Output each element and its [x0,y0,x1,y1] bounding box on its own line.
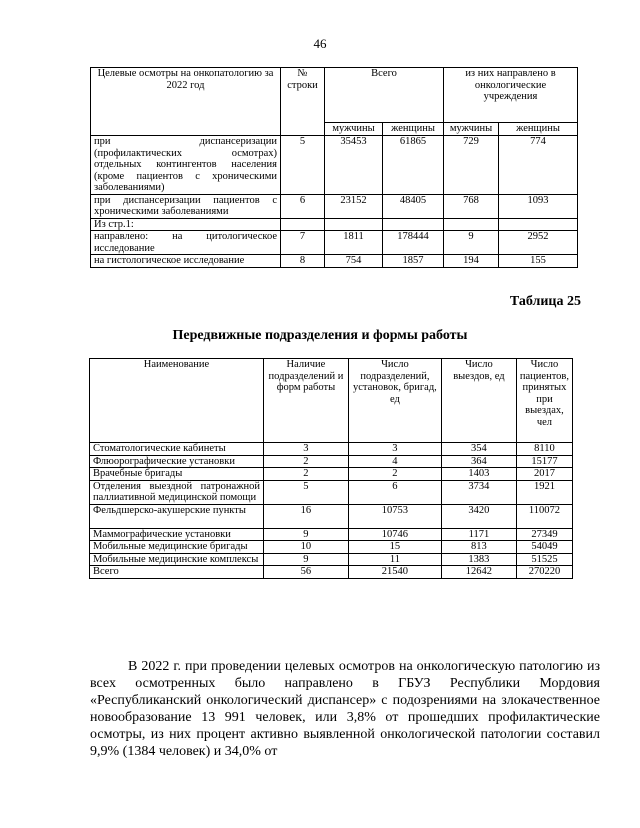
cell-patients: 2017 [516,468,572,481]
header-name: Наименование [90,359,264,443]
cell-directed-men: 729 [444,136,499,195]
header-patients-count: Число пациентов, принятых при выездах, чел [516,359,572,443]
cell-units: 6 [348,480,441,504]
cell-availability: 2 [263,468,348,481]
table-row [90,553,573,566]
row-name: Врачебные бригады [90,468,264,481]
cell-total-men: 754 [325,255,383,268]
cell-patients: 270220 [516,566,572,579]
cell-availability: 10 [263,541,348,554]
table-row [90,455,573,468]
header-total-men: мужчины [325,123,383,136]
table-row [90,528,573,541]
cell-total-men: 23152 [325,194,383,218]
cell-total-men: 1811 [325,231,383,255]
cell-patients: 27349 [516,528,572,541]
row-name: Всего [90,566,264,579]
table-title: Передвижные подразделения и формы работы [172,328,468,343]
cell-directed-men: 194 [444,255,499,268]
table-row [91,194,578,218]
cell-availability: 56 [263,566,348,579]
cell-total-women: 178444 [383,231,444,255]
row-number: 8 [281,255,325,268]
cell-patients: 51525 [516,553,572,566]
cell-units: 2 [348,468,441,481]
row-name: Фельдшерско-акушерские пункты [90,504,264,528]
row-name: Мобильные медицинские комплексы [90,553,264,566]
header-directed-men: мужчины [444,123,499,136]
row-name: Из стр.1: [91,218,281,231]
mobile-units-table [89,358,573,579]
cell-units: 4 [348,455,441,468]
header-total-women: женщины [383,123,444,136]
cell-directed-women: 1093 [499,194,578,218]
cell-trips: 1171 [441,528,516,541]
cell-directed-women: 155 [499,255,578,268]
cell-availability: 16 [263,504,348,528]
table-row [91,255,578,268]
table-row [91,218,578,231]
cell-availability: 9 [263,528,348,541]
cell-patients: 110072 [516,504,572,528]
table-row [90,541,573,554]
cell-units: 15 [348,541,441,554]
header-directed-women: женщины [499,123,578,136]
table-row [90,504,573,528]
cell-trips: 12642 [441,566,516,579]
header-directed: из них направлено в онкологические учреждения [444,68,578,123]
header-availability: Наличие подразделений и форм работы [263,359,348,443]
header-screenings: Целевые осмотры на онкопатологию за 2022 год [91,68,281,136]
cell-units: 21540 [348,566,441,579]
cell-availability: 3 [263,443,348,456]
row-name: при диспансеризации (профилактических осмотрах) отдельных контингентов населения (кроме пациентов с хроническими заболеваниями) [91,136,281,195]
cell-patients: 15177 [516,455,572,468]
table-row [90,443,573,456]
cell-total-men: 35453 [325,136,383,195]
cell-trips: 1383 [441,553,516,566]
table-row-total [90,566,573,579]
header-units-count: Число подразделений, установок, бригад, ед [348,359,441,443]
row-name: Отделения выездной патронажной паллиативной медицинской помощи [90,480,264,504]
cell-total-women: 1857 [383,255,444,268]
cell-trips: 1403 [441,468,516,481]
cell-directed-men: 768 [444,194,499,218]
cell-units: 10746 [348,528,441,541]
cell-total-women: 61865 [383,136,444,195]
cell-directed-women: 774 [499,136,578,195]
row-name: Стоматологические кабинеты [90,443,264,456]
cell-directed-women: 2952 [499,231,578,255]
table-row [90,468,573,481]
cell-trips: 354 [441,443,516,456]
row-name: на гистологическое исследование [91,255,281,268]
row-name: Маммографические установки [90,528,264,541]
page-number: 46 [313,36,327,51]
row-name: направлено: на цитологическое исследование [91,231,281,255]
row-number: 7 [281,231,325,255]
body-paragraph: В 2022 г. при проведении целевых осмотров на онкологическую патологию из всех осмотренных было направлено в ГБУЗ Республики Мордовия «Республиканский онкологический диспансер» с подозрениями на злокачественное новообразование 13 991 человек, или 3,8% от прошедших профилактические осмотры, из них процент активно выявленной онкологической патологии составил 9,9% (1384 человек) и 34,0% от [90,659,600,759]
row-name: Мобильные медицинские бригады [90,541,264,554]
cell-directed-men: 9 [444,231,499,255]
table-row [91,136,578,195]
row-number: 6 [281,194,325,218]
row-name: Флюорографические установки [90,455,264,468]
cell-availability: 5 [263,480,348,504]
table-row [91,231,578,255]
header-trips-count: Число выездов, ед [441,359,516,443]
cell-trips: 364 [441,455,516,468]
header-total: Всего [325,68,444,123]
cell-trips: 813 [441,541,516,554]
cell-units: 10753 [348,504,441,528]
cell-patients: 1921 [516,480,572,504]
cell-patients: 54049 [516,541,572,554]
cell-total-women: 48405 [383,194,444,218]
row-number: 5 [281,136,325,195]
cell-units: 3 [348,443,441,456]
cell-trips: 3420 [441,504,516,528]
cell-availability: 2 [263,455,348,468]
cell-availability: 9 [263,553,348,566]
oncology-screening-table [90,67,578,268]
cell-patients: 8110 [516,443,572,456]
header-row-number: № строки [281,68,325,136]
cell-units: 11 [348,553,441,566]
cell-trips: 3734 [441,480,516,504]
table-number: Таблица 25 [509,294,581,309]
row-name: при диспансеризации пациентов с хроническими заболеваниями [91,194,281,218]
table-row [90,480,573,504]
